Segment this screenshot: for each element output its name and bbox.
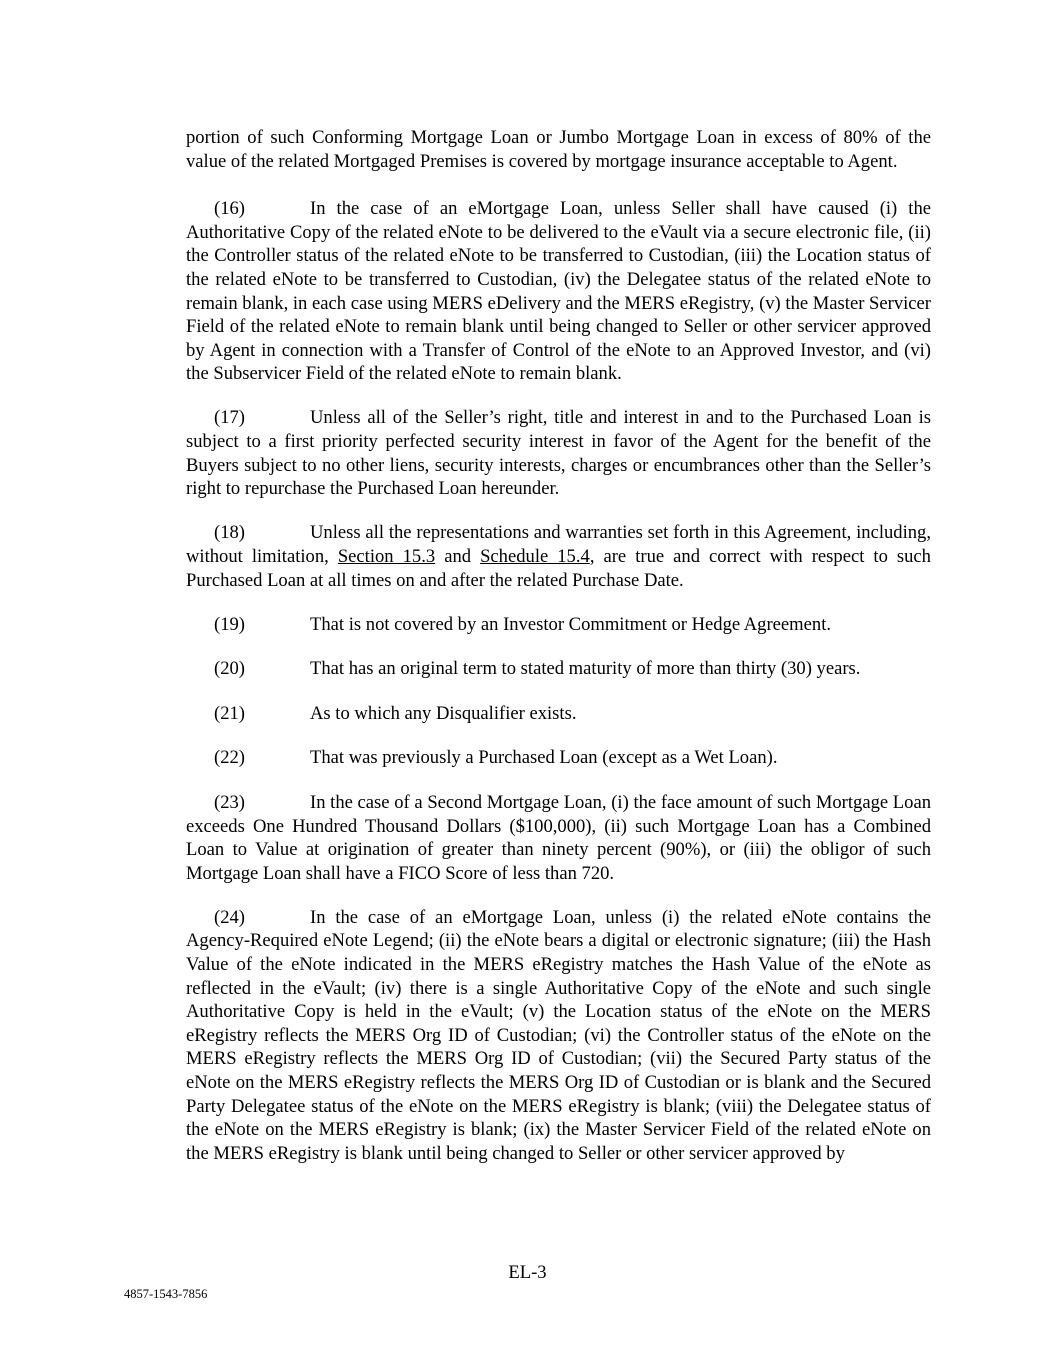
paragraph-21 (186, 702, 931, 726)
paragraph-17-number: (17) (214, 407, 245, 429)
section-15-3-reference: Section 15.3 (337, 545, 436, 567)
paragraph-17 (186, 406, 931, 500)
paragraph-22 (186, 746, 931, 770)
paragraph-24 (186, 906, 931, 1166)
paragraph-19 (186, 613, 931, 637)
paragraph-18-text-b: and (435, 545, 481, 567)
paragraph-24-text: In the case of an eMortgage Loan, unless (i) the related eNote contains the Agency-Required eNote Legend; (ii) the eNote bears a digital or electronic signature; (iii) the Hash Value of the eNote indicated in the MERS eRegistry matches the Hash Value of the eNote as reflected in the eVault; (iv) there is a single Authoritative Copy of the eNote and such single Authoritative Copy is held in the eVault; (v) the Location status of the eNote on the MERS eRegistry reflects the MERS Org ID of Custodian; (vi) the Controller status of the eNote on the MERS eRegistry reflects the MERS Org ID of Custodian; (vii) the Secured Party status of the eNote on the MERS eRegistry reflects the MERS Org ID of Custodian or is blank and the Secured Party Delegatee status of the eNote on the MERS eRegistry is blank; (viii) the Delegatee status of the eNote on the MERS eRegistry is blank; (ix) the Master Servicer Field of the related eNote on the MERS eRegistry is blank until being changed to Seller or other servicer approved by (186, 906, 931, 1164)
page-number: EL-3 (508, 1262, 547, 1283)
paragraph-17-text: Unless all of the Seller’s right, title and interest in and to the Purchased Loan is subject to a first priority perfected security interest in favor of the Agent for the benefit of the Buyers subject to no other liens, security interests, charges or encumbrances other than the Seller’s right to repurchase the Purchased Loan hereunder. (186, 407, 931, 500)
paragraph-19-number: (19) (214, 613, 245, 635)
paragraph-18-text-c: , are true and correct with respect to such Purchased Loan at all times on and after the related Purchase Date. (186, 545, 931, 591)
paragraph-18-text-a: Unless all the representations and warranties set forth in this Agreement, including, without limitation, (186, 522, 931, 567)
paragraph-19-text: That is not covered by an Investor Commitment or Hedge Agreement. (310, 613, 832, 635)
continuation-paragraph: portion of such Conforming Mortgage Loan or Jumbo Mortgage Loan in excess of 80% of the value of the related Mortgaged Premises is covered by mortgage insurance acceptable to Agent. (186, 127, 931, 172)
paragraph-23 (186, 791, 931, 885)
paragraph-21-number: (21) (214, 702, 245, 724)
paragraph-16-number: (16) (214, 198, 245, 220)
paragraph-20-number: (20) (214, 658, 245, 680)
schedule-15-4-reference: Schedule 15.4 (480, 545, 590, 567)
paragraph-16 (186, 197, 931, 386)
paragraph-22-number: (22) (214, 747, 245, 769)
paragraph-24-number: (24) (214, 906, 245, 928)
paragraph-18-number: (18) (214, 522, 245, 544)
paragraph-21-text: As to which any Disqualifier exists. (310, 702, 577, 724)
paragraph-16-text: In the case of an eMortgage Loan, unless Seller shall have caused (i) the Authoritative Copy of the related eNote to be delivered to the eVault via a secure electronic file, (ii) the Controller status of the related eNote to be transferred to Custodian, (iii) the Location status of the related eNote to be transferred to Custodian, (iv) the Delegatee status of the related eNote to remain blank, in each case using MERS eDelivery and the MERS eRegistry, (v) the Master Servicer Field of the related eNote to remain blank until being changed to Seller or other servicer approved by Agent in connection with a Transfer of Control of the eNote to an Approved Investor, and (vi) the Subservicer Field of the related eNote to remain blank. (186, 198, 931, 385)
document-body (186, 126, 931, 1186)
paragraph-18 (186, 521, 931, 592)
document-id: 4857-1543-7856 (124, 1287, 208, 1301)
paragraph-20-text: That has an original term to stated maturity of more than thirty (30) years. (310, 658, 861, 680)
paragraph-22-text: That was previously a Purchased Loan (except as a Wet Loan). (310, 747, 778, 769)
paragraph-20 (186, 657, 931, 681)
paragraph-23-text: In the case of a Second Mortgage Loan, (i) the face amount of such Mortgage Loan exceeds One Hundred Thousand Dollars ($100,000), (ii) such Mortgage Loan has a Combined Loan to Value at origination of greater than ninety percent (90%), or (iii) the obligor of such Mortgage Loan shall have a FICO Score of less than 720. (186, 791, 931, 884)
paragraph-23-number: (23) (214, 791, 245, 813)
